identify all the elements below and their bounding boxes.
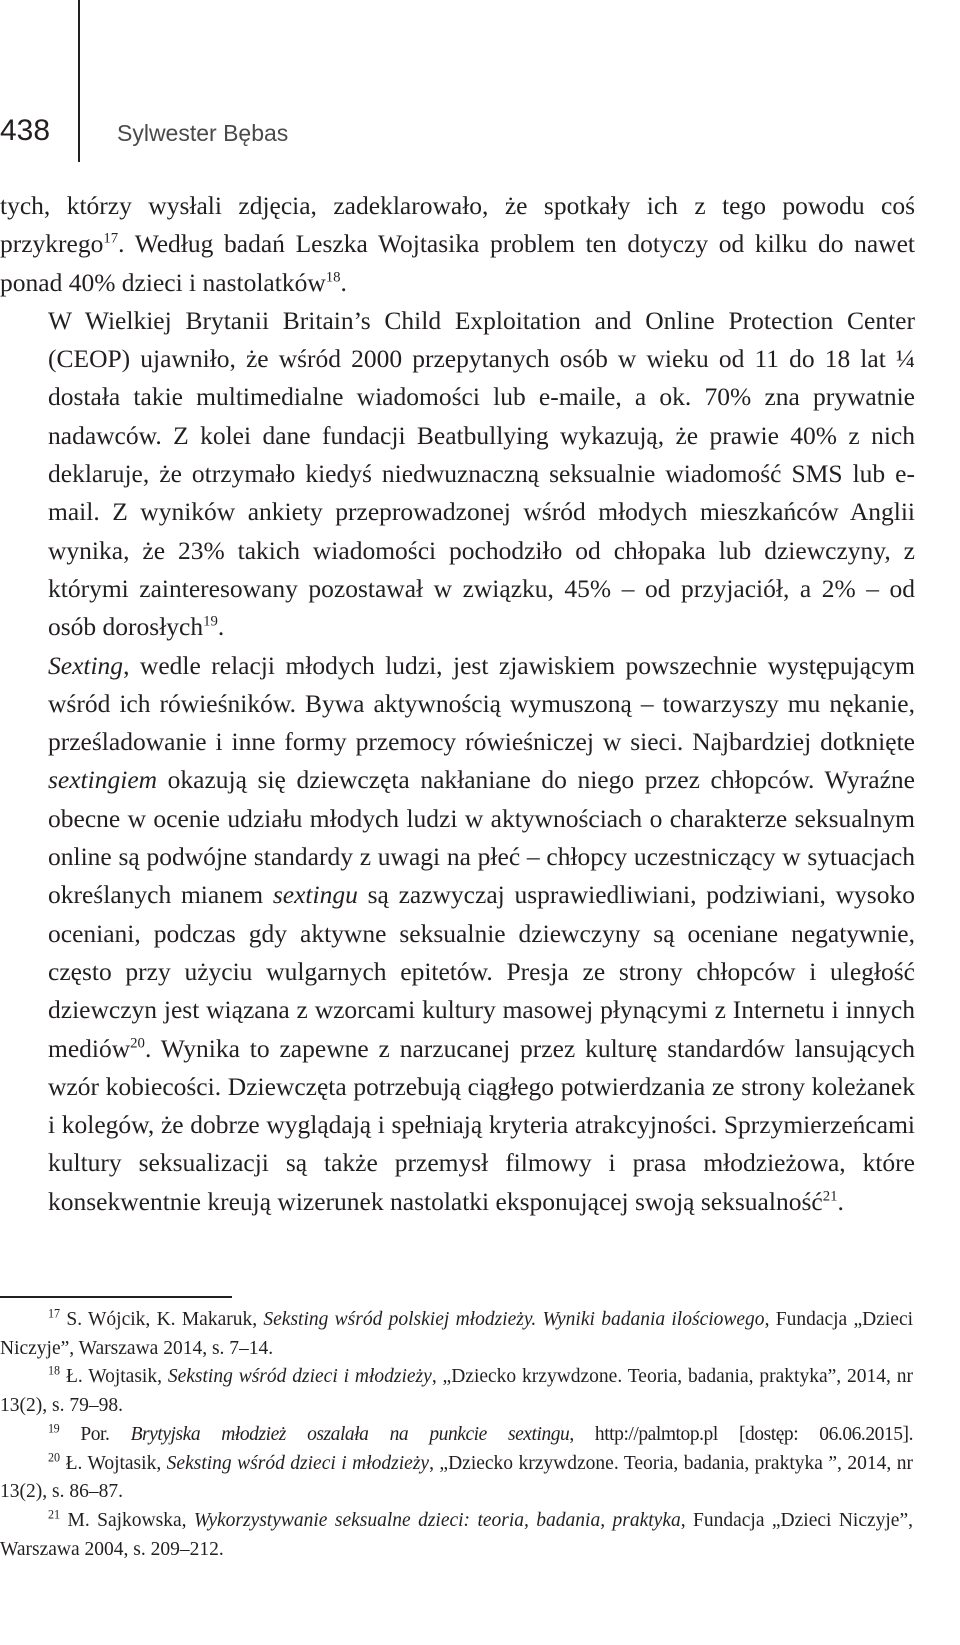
footnote-ref-21[interactable]: 21 — [822, 1188, 838, 1205]
p3-italic-2: sextingiem — [48, 765, 158, 795]
footnote-title: Seksting wśród dzieci i młodzieży — [166, 1452, 430, 1474]
footnote-text: Ł. Wojtasik, — [65, 1366, 168, 1388]
footnote-ref-19[interactable]: 19 — [203, 613, 218, 630]
footnote-title: Wykorzystywanie seksualne dzieci: teoria, badania, praktyka — [193, 1509, 681, 1531]
footnote-text: Ł. Wojtasik, — [65, 1452, 167, 1474]
page-number: 438 — [0, 114, 51, 147]
footnote-title: Brytyjska młodzież oszalała na punkcie sextingu — [130, 1423, 570, 1445]
footnote-title: Seksting wśród polskiej młodzieży. Wyniki badania ilościowego — [263, 1309, 765, 1330]
p3-italic-1: Sexting — [48, 650, 124, 680]
footnote-number: 21 — [48, 1507, 61, 1522]
footnote-number: 17 — [48, 1306, 61, 1321]
paragraph-2 — [0, 302, 915, 647]
footnote-text: M. Sajkowska, — [67, 1509, 194, 1531]
footnote-text: , „Dziecko krzywdzone. Teoria, badania, praktyka ”, 2014, nr 13(2), s. 86–87. — [0, 1452, 913, 1503]
footnote-text: , Fundacja „Dzieci Niczyje”, Warszawa 2004, s. 209–212. — [0, 1509, 913, 1560]
footnote-text: , „Dziecko krzywdzone. Teoria, badania, praktyka”, 2014, nr 13(2), s. 79–98. — [0, 1366, 913, 1417]
p3-text-2: okazują się dziewczęta nakłaniane do niego przez chłopców. Wyraźne obecne w ocenie udziału młodych ludzi w aktywnościach o charakterze seksualnym online są podwójne standardy z uwagi na płeć – chłopcy uczestniczący w sytuacjach określanych mianem — [48, 765, 915, 910]
p3-italic-3: sextingu — [272, 880, 358, 910]
paragraph-1 — [0, 187, 915, 302]
running-head-author: Sylwester Bębas — [117, 120, 289, 146]
footnote-ref-17[interactable]: 17 — [103, 230, 119, 247]
p1-text-3: . — [340, 267, 347, 297]
p3-text-4: . Wynika to zapewne z narzucanej przez kulturę standardów lansujących wzór kobiecości. Dziewczęta potrzebują ciągłego potwierdzania ze strony koleżanek i kolegów, że dobrze wyglądają i spełniają kryteria atrakcyjności. Sprzymierzeńcami kultury seksualizacji są także przemysł filmowy i prasa młodzieżowa, które konsekwentnie kreują wizerunek nastolatki eksponującej swoją seksualność — [48, 1033, 915, 1216]
p1-text-1: tych, którzy wysłali zdjęcia, zadeklarowało, że spotkały ich z tego powodu coś przykrego — [0, 191, 915, 259]
header-vertical-rule — [78, 0, 80, 162]
p2-text-2: . — [217, 612, 225, 642]
footnote-ref-18[interactable]: 18 — [325, 269, 341, 286]
p2-text-1: W Wielkiej Brytanii Britain’s Child Exploitation and Online Protection Center (CEOP) ujawniło, że wśród 2000 przepytanych osób w wieku od 11 do 18 lat ¼ dostała takie multimedialne wiadomości lub e-maile, a ok. 70% zna prywatnie nadawców. Z kolei dane fundacji Beatbullying wykazują, że prawie 40% z nich deklaruje, że otrzymało kiedyś niedwuznaczną seksualnie wiadomość SMS lub e-mail. Z wyników ankiety przeprowadzonej wśród młodych mieszkańców Anglii wynika, że 23% takich wiadomości pochodziło od chłopaka lub dziewczyny, z którymi zainteresowany pozostawał w związku, 45% – od przyjaciół, a 2% – od osób dorosłych — [48, 305, 915, 642]
footnote-20 — [0, 1450, 913, 1507]
footnote-17 — [0, 1306, 913, 1363]
body-text — [0, 187, 915, 1221]
footnote-number: 19 — [48, 1421, 60, 1436]
footnote-text: Por. — [80, 1423, 131, 1445]
footnotes — [0, 1306, 913, 1564]
footnote-link-text: , http://palmtop.pl [dostęp: 06.06.2015]. — [569, 1423, 914, 1445]
p3-text-1: , wedle relacji młodych ludzi, jest zjawiskiem powszechnie występującym wśród ich rówieśników. Bywa aktywnością wymuszoną – towarzyszy mu nękanie, prześladowanie i inne formy przemocy rówieśniczej w sieci. Najbardziej dotknięte — [48, 650, 915, 757]
footnote-21 — [0, 1507, 913, 1564]
footnote-title: Seksting wśród dzieci i młodzieży — [167, 1366, 432, 1388]
p3-text-3: są zazwyczaj usprawiedliwiani, podziwiani, wysoko oceniani, podczas gdy aktywne seksualnie dziewczyny są oceniane negatywnie, często przy użyciu wulgarnych epitetów. Presja ze strony chłopców i uległość dziewczyn jest wiązana z wzorcami kultury masowej płynącymi z Internetu i innych mediów — [48, 880, 915, 1063]
p3-text-5: . — [837, 1186, 844, 1216]
footnote-text: , Fundacja „Dzieci Niczyje”, Warszawa 2014, s. 7–14. — [0, 1309, 914, 1359]
footnote-number: 18 — [48, 1363, 61, 1378]
footnote-18 — [0, 1363, 913, 1420]
footnote-text: S. Wójcik, K. Makaruk, — [66, 1309, 264, 1330]
footnote-ref-20[interactable]: 20 — [130, 1035, 145, 1052]
footnote-number: 20 — [48, 1450, 61, 1465]
footnote-separator — [0, 1296, 232, 1298]
p1-text-2: . Według badań Leszka Wojtasika problem ten dotyczy od kilku do nawet ponad 40% dzieci i nastolatków — [0, 229, 915, 297]
footnote-19 — [0, 1421, 913, 1450]
paragraph-3 — [0, 647, 915, 1221]
